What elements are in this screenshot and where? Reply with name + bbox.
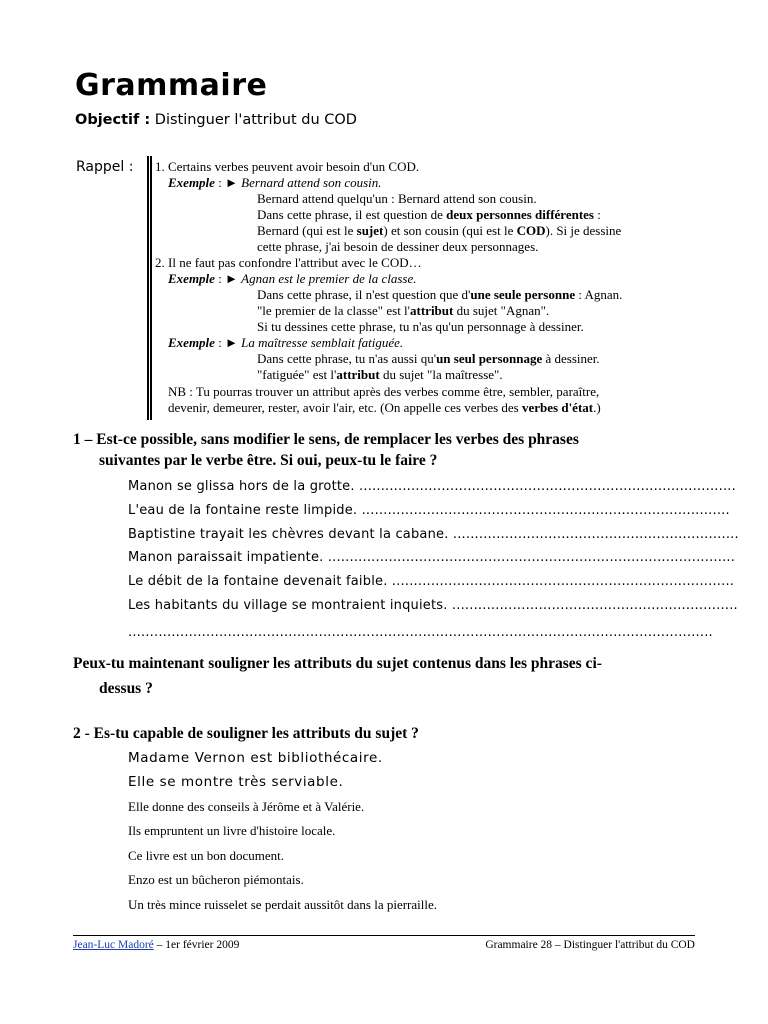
example-sentence: Bernard attend son cousin. bbox=[241, 175, 382, 190]
example-2-line-3: Si tu dessines cette phrase, tu n'as qu'un personnage à dessiner. bbox=[257, 319, 584, 334]
footer-date: – 1er février 2009 bbox=[153, 939, 240, 951]
example-2-line-2: "le premier de la classe" est l'attribut du sujet "Agnan". bbox=[257, 303, 550, 318]
footer-left bbox=[73, 939, 239, 951]
exercise-1-sentence: Les habitants du village se montraient inquiets. .................................................................. bbox=[128, 598, 738, 613]
example-label: Exemple bbox=[168, 335, 215, 350]
exercise-2-sentence: Enzo est un bûcheron piémontais. bbox=[128, 872, 304, 887]
exercise-2-sentence: Madame Vernon est bibliothécaire. bbox=[128, 750, 383, 766]
footer-right: Grammaire 28 – Distinguer l'attribut du COD bbox=[485, 939, 695, 951]
exercise-2-sentence: Ils empruntent un livre d'histoire locale. bbox=[128, 823, 336, 838]
objective-label: Objectif : bbox=[75, 112, 151, 128]
objective-text: Distinguer l'attribut du COD bbox=[154, 112, 357, 128]
footer-divider bbox=[73, 935, 695, 936]
example-label: Exemple bbox=[168, 271, 215, 286]
underline-question-line-1: Peux-tu maintenant souligner les attributs du sujet contenus dans les phrases ci- bbox=[73, 655, 602, 672]
example-1-line-3: Bernard (qui est le sujet) et son cousin (qui est le COD). Si je dessine bbox=[257, 223, 622, 238]
page-title: Grammaire bbox=[75, 68, 268, 103]
nb-line-2: devenir, demeurer, rester, avoir l'air, etc. (On appelle ces verbes des verbes d'état.) bbox=[168, 400, 601, 415]
example-2-line-1: Dans cette phrase, il n'est question que d'une seule personne : Agnan. bbox=[257, 287, 623, 302]
example-1 bbox=[168, 175, 382, 191]
example-1-line-4: cette phrase, j'ai besoin de dessiner deux personnages. bbox=[257, 239, 539, 254]
nb-line-1: NB : Tu pourras trouver un attribut après des verbes comme être, sembler, paraître, bbox=[168, 384, 600, 399]
exercise-1-sentence: Manon se glissa hors de la grotte. ....................................................................................... bbox=[128, 479, 736, 494]
example-arrow: : ► bbox=[218, 175, 238, 190]
exercise-1-question-line-2: suivantes par le verbe être. Si oui, peux-tu le faire ? bbox=[99, 452, 438, 469]
example-1-line-2: Dans cette phrase, il est question de deux personnes différentes : bbox=[257, 207, 601, 222]
rappel-item-2: 2. Il ne faut pas confondre l'attribut avec le COD… bbox=[155, 255, 422, 270]
exercise-1-question-line-1: 1 – Est-ce possible, sans modifier le sens, de remplacer les verbes des phrases bbox=[73, 431, 579, 448]
exercise-2-question: 2 - Es-tu capable de souligner les attributs du sujet ? bbox=[73, 725, 419, 742]
example-sentence: Agnan est le premier de la classe. bbox=[241, 271, 417, 286]
example-2 bbox=[168, 271, 417, 287]
exercise-1-sentence: L'eau de la fontaine reste limpide. ..................................................................................... bbox=[128, 503, 730, 518]
objective bbox=[75, 112, 357, 128]
example-1-line-1: Bernard attend quelqu'un : Bernard attend son cousin. bbox=[257, 191, 537, 206]
author-link[interactable]: Jean-Luc Madoré bbox=[73, 939, 154, 951]
exercise-2-sentence: Un très mince ruisselet se perdait aussitôt dans la pierraille. bbox=[128, 897, 438, 912]
exercise-1-sentence: Baptistine trayait les chèvres devant la cabane. .................................................................. bbox=[128, 527, 739, 542]
rappel-double-bar bbox=[147, 156, 152, 420]
exercise-2-sentence: Elle se montre très serviable. bbox=[128, 774, 344, 790]
example-3-line-2: "fatiguée" est l'attribut du sujet "la maîtresse". bbox=[257, 367, 503, 382]
underline-question-line-2: dessus ? bbox=[99, 680, 153, 697]
exercise-1-answer-line: ....................................................................................................................................... bbox=[128, 625, 713, 640]
example-3 bbox=[168, 335, 403, 351]
rappel-item-1: 1. Certains verbes peuvent avoir besoin d'un COD. bbox=[155, 159, 420, 174]
exercise-1-sentence: Manon paraissait impatiente. .............................................................................................. bbox=[128, 550, 736, 565]
exercise-2-sentence: Elle donne des conseils à Jérôme et à Valérie. bbox=[128, 799, 365, 814]
exercise-2-sentence: Ce livre est un bon document. bbox=[128, 848, 284, 863]
example-sentence: La maîtresse semblait fatiguée. bbox=[241, 335, 404, 350]
example-3-line-1: Dans cette phrase, tu n'as aussi qu'un seul personnage à dessiner. bbox=[257, 351, 600, 366]
example-arrow: : ► bbox=[218, 271, 238, 286]
example-label: Exemple bbox=[168, 175, 215, 190]
rappel-label: Rappel : bbox=[76, 159, 134, 175]
example-arrow: : ► bbox=[218, 335, 238, 350]
exercise-1-sentence: Le débit de la fontaine devenait faible. ............................................................................... bbox=[128, 574, 735, 589]
